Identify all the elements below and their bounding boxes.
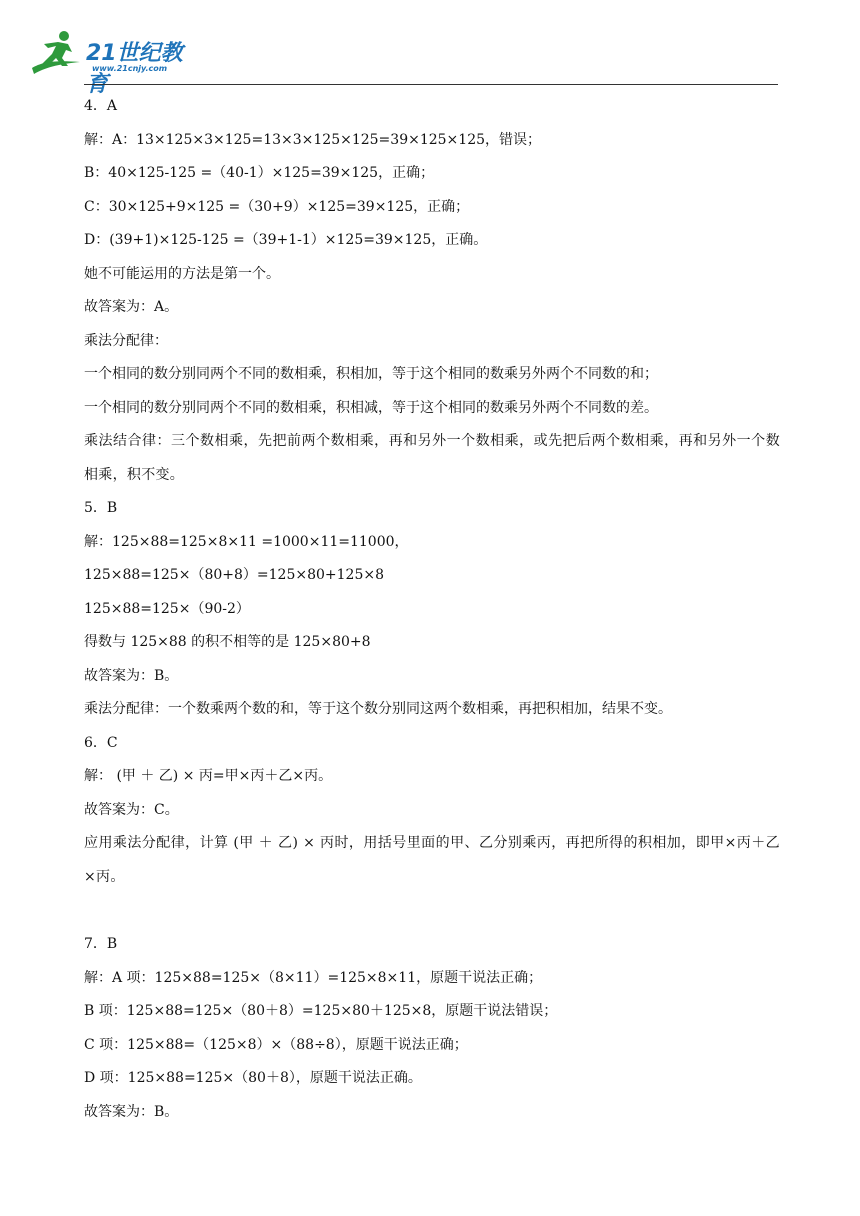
q7-line-1: 解：A 项：125×88=125×（8×11）=125×8×11，原题干说法正确； (84, 969, 543, 986)
q6-answer: 故答案为：C。 (84, 801, 179, 818)
q5-answer: 故答案为：B。 (84, 667, 179, 684)
q4-answer: 故答案为：A。 (84, 299, 179, 315)
q4-line-4: D：(39+1)×125-125 =（39+1-1）×125=39×125，正确。 (84, 232, 488, 248)
q7-heading: 7．B (84, 936, 118, 952)
q4-line-9: 一个相同的数分别同两个不同的数相乘，积相减，等于这个相同的数乘另外两个不同数的差。 (84, 399, 658, 416)
q4-line-1: 解：A：13×125×3×125=13×3×125×125=39×125×125，错误； (84, 131, 542, 148)
q4-paragraph: 乘法结合律：三个数相乘，先把前两个数相乘，再和另外一个数相乘，或先把后两个数相乘，再和另外一个数相乘，积不变。 (84, 433, 780, 483)
q6-heading: 6．C (84, 734, 118, 751)
q5-line-4: 得数与 125×88 的积不相等的是 125×80+8 (84, 634, 371, 650)
logo-text: 21世纪教育 (86, 41, 183, 97)
header-divider (84, 84, 778, 85)
q7-line-2: B 项：125×88=125×（80＋8）=125×80＋125×8，原题干说法错误； (84, 1003, 558, 1019)
q4-line-7: 乘法分配律： (84, 332, 168, 349)
q7-line-4: D 项：125×88=125×（80＋8），原题干说法正确。 (84, 1070, 422, 1086)
logo-url: www.21cnjy.com (92, 64, 168, 73)
q6-line-1: 解： (甲 ＋ 乙) × 丙=甲×丙＋乙×丙。 (84, 768, 333, 784)
q7-answer: 故答案为：B。 (84, 1103, 179, 1120)
spacer (84, 894, 780, 928)
q5-line-6: 乘法分配律：一个数乘两个数的和，等于这个数分别同这两个数相乘，再把积相加，结果不变。 (84, 701, 672, 717)
q5-line-3: 125×88=125×（90-2） (84, 600, 250, 617)
q4-line-3: C：30×125+9×125 =（30+9）×125=39×125，正确； (84, 198, 470, 215)
answer-content (84, 90, 780, 1129)
q7-line-3: C 项：125×88=（125×8）×（88÷8），原题干说法正确； (84, 1036, 468, 1053)
q4-heading: 4．A (84, 98, 118, 114)
page-header (0, 0, 860, 97)
q5-heading: 5．B (84, 500, 118, 516)
q5-line-1: 解：125×88=125×8×11 =1000×11=11000， (84, 533, 409, 550)
q4-line-2: B：40×125-125 =（40-1）×125=39×125，正确； (84, 165, 435, 181)
logo (28, 28, 198, 97)
q4-line-5: 她不可能运用的方法是第一个。 (84, 265, 280, 282)
q4-line-8: 一个相同的数分别同两个不同的数相乘，积相加，等于这个相同的数乘另外两个不同数的和； (84, 366, 658, 382)
q5-line-2: 125×88=125×（80+8）=125×80+125×8 (84, 567, 384, 583)
runner-icon (28, 28, 84, 78)
q6-paragraph: 应用乘法分配律，计算 (甲 ＋ 乙) × 丙时，用括号里面的甲、乙分别乘丙，再把所得的积相加，即甲×丙＋乙×丙。 (84, 835, 780, 885)
